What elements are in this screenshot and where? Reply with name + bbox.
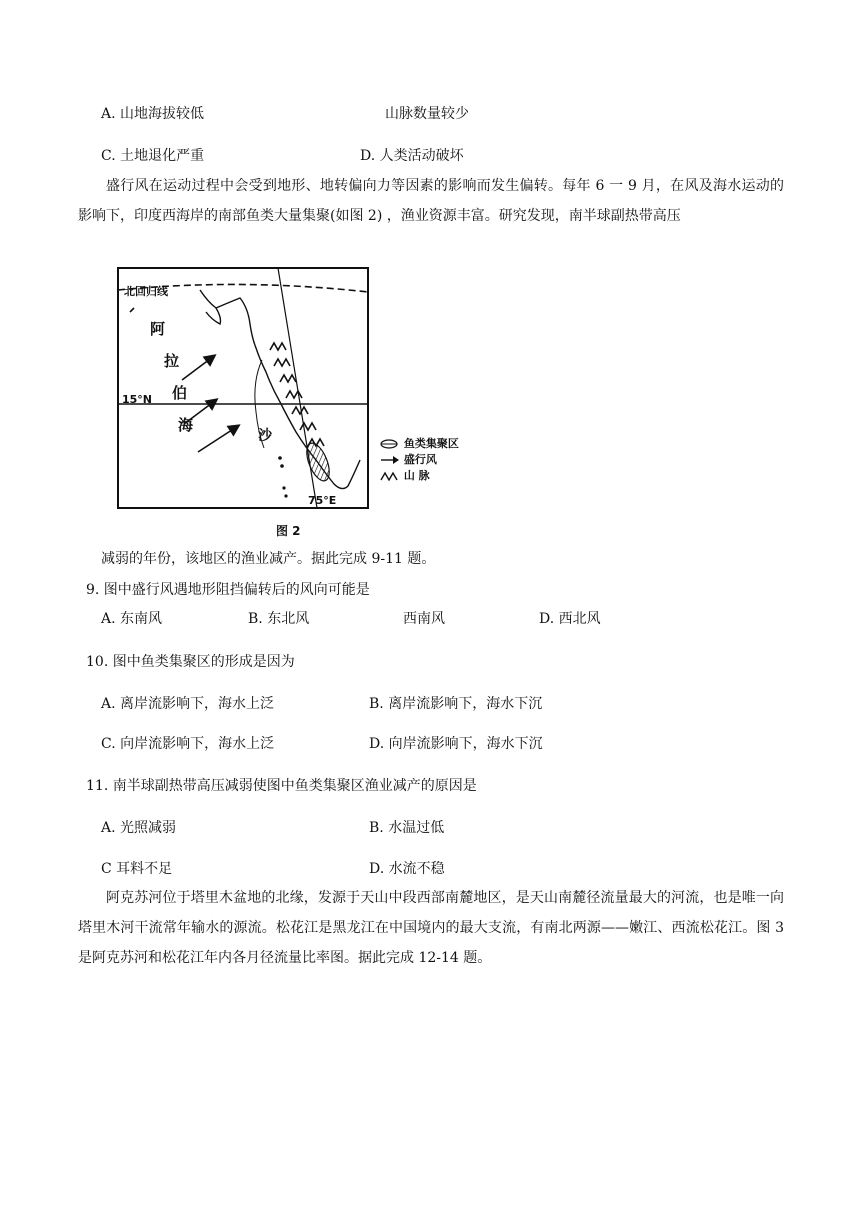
q10-option-c: C. 向岸流影响下，海水上泛 — [101, 736, 275, 752]
legend-wind-label: 盛行风 — [403, 453, 437, 466]
q11-stem: 11. 南半球副热带高压减弱使图中鱼类集聚区渔业减产的原因是 — [86, 778, 477, 794]
passage-3: 阿克苏河位于塔里木盆地的北缘，发源于天山中段西部南麓地区，是天山南麓径流量最大的河流，也是唯一向塔里木河干流常年输水的源流。松花江是黑龙江在中国境内的最大支流，有南北两源——嫩江、西流松花江。图 3 是阿克苏河和松花江年内各月径流量比率图。据此完成 12-14 题。 — [78, 890, 784, 966]
q10-option-b: B. 离岸流影响下，海水下沉 — [369, 696, 543, 712]
legend-fish-label: 鱼类集聚区 — [403, 437, 459, 450]
sea-char-3: 伯 — [172, 384, 188, 402]
legend-wind — [380, 452, 459, 468]
q10-option-d: D. 向岸流影响下，海水下沉 — [369, 736, 543, 752]
tropic-label: 北回归线 — [124, 285, 168, 298]
q9-option-d: D. 西北风 — [539, 611, 601, 627]
legend-mountain — [380, 468, 459, 484]
sea-char-1: 阿 — [150, 320, 166, 338]
option-c: C. 土地退化严重 — [101, 148, 205, 164]
mountain-icon — [380, 471, 400, 481]
lon-label: 75°E — [308, 494, 337, 507]
sea-char-2: 拉 — [164, 352, 180, 370]
wind-arrow-icon — [380, 455, 400, 465]
q9-option-a: A. 东南风 — [101, 611, 163, 627]
passage-2: 盛行风在运动过程中会受到地形、地转偏向力等因素的影响而发生偏转。每年 6 一 9 月，在风及海水运动的影响下，印度西海岸的南部鱼类大量集聚(如图 2) ，渔业资源丰富。研究发现，南半球副热带高压 — [78, 178, 784, 224]
svg-text:沙: 沙 — [258, 428, 272, 444]
option-a: A. 山地海拔较低 — [101, 106, 205, 122]
q11-option-b: B. 水温过低 — [369, 820, 445, 836]
q11-option-a: A. 光照减弱 — [101, 820, 177, 836]
sea-char-4: 海 — [178, 416, 194, 434]
fish-area-icon — [380, 439, 400, 449]
passage-2-continuation: 减弱的年份，该地区的渔业减产。据此完成 9-11 题。 — [101, 551, 436, 567]
q9-option-b: B. 东北风 — [248, 611, 310, 627]
q11-option-d: D. 水流不稳 — [369, 861, 445, 877]
mountain-range-icon — [270, 343, 324, 446]
legend-fish — [380, 436, 459, 452]
legend-mountain-label: 山 脉 — [403, 469, 430, 482]
option-d: D. 人类活动破坏 — [360, 148, 464, 164]
option-b: 山脉数量较少 — [385, 106, 469, 122]
lat-label: 15°N — [122, 393, 153, 406]
q9-option-c: 西南风 — [403, 611, 445, 627]
figure-caption: 图 2 — [276, 524, 301, 538]
q9-stem: 9. 图中盛行风遇地形阻挡偏转后的风向可能是 — [86, 582, 370, 598]
map-legend — [380, 436, 459, 484]
figure-2-map — [112, 262, 374, 512]
q10-option-a: A. 离岸流影响下，海水上泛 — [101, 696, 275, 712]
q11-option-c: C 耳料不足 — [101, 861, 173, 877]
q10-stem: 10. 图中鱼类集聚区的形成是因为 — [86, 654, 295, 670]
